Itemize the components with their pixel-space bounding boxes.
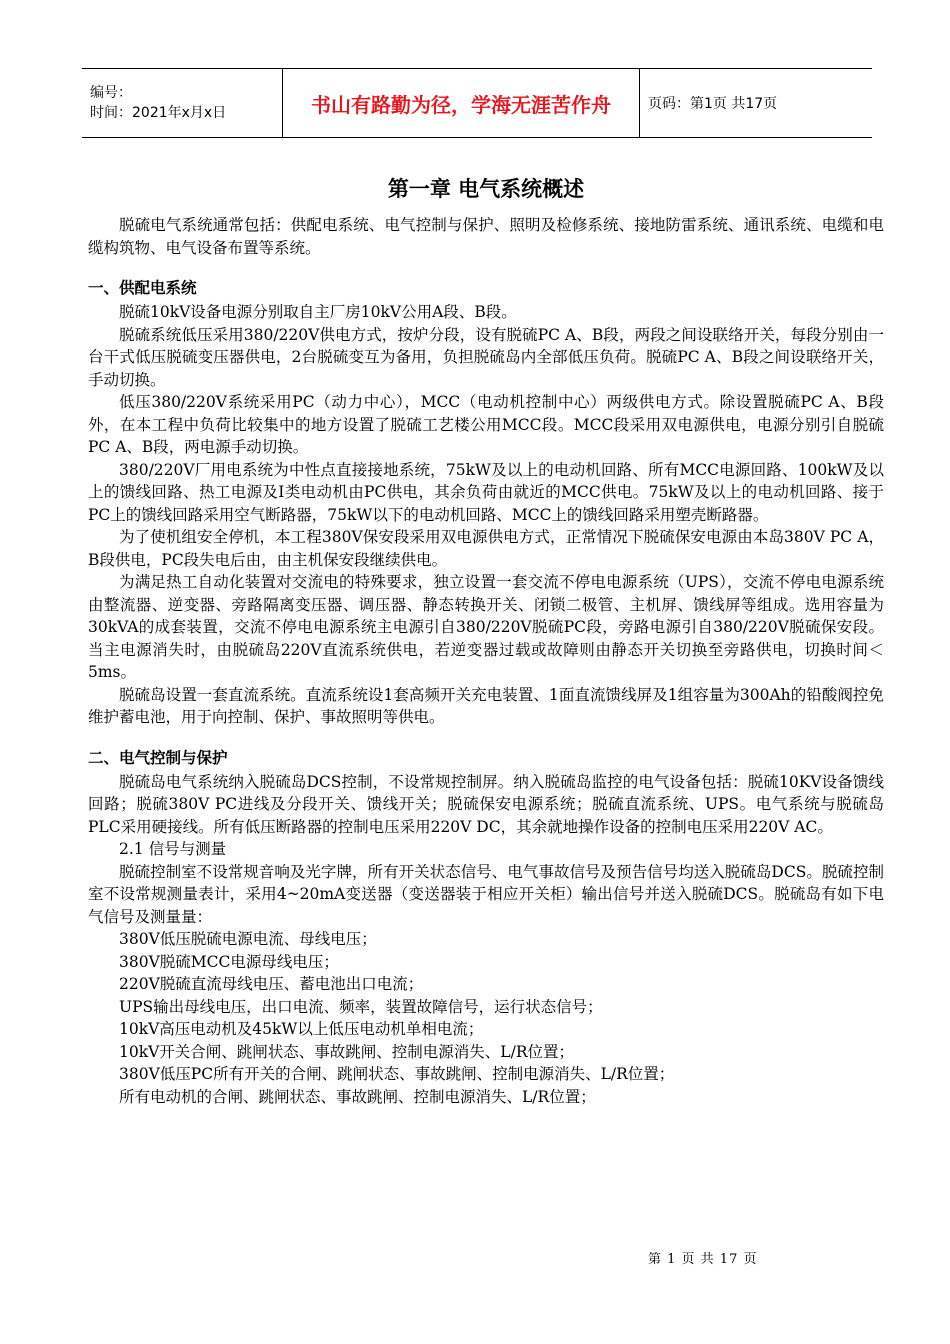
- document-number-label: 编号：: [90, 85, 132, 101]
- list-item: 380V脱硫MCC电源母线电压；: [119, 952, 339, 971]
- header-page-info: 页码：第1页 共17页: [648, 96, 778, 112]
- page-footer: 第 1 页 共 17 页: [648, 1252, 758, 1267]
- header-motto: 书山有路勤为径，学海无涯苦作舟: [282, 69, 640, 137]
- chapter-title: 第一章 电气系统概述: [387, 177, 585, 201]
- list-item: 所有电动机的合闸、跳闸状态、事故跳闸、控制电源消失、L/R位置；: [119, 1087, 596, 1106]
- document-time-label: 时间：2021年x月x日: [90, 105, 227, 121]
- section-heading-power-supply: 一、供配电系统: [88, 279, 197, 297]
- intro-paragraph: 脱硫电气系统通常包括：供配电系统、电气控制与保护、照明及检修系统、接地防雷系统、通讯系统、电缆和电缆构筑物、电气设备布置等系统。: [88, 216, 884, 257]
- header-meta: [82, 69, 282, 137]
- paragraph: 脱硫10kV设备电源分别取自主厂房10kV公用A段、B段。: [119, 303, 517, 321]
- paragraph: 脱硫岛设置一套直流系统。直流系统设1套高频开关充电装置、1面直流馈线屏及1组容量为300Ah的铅酸阀控免维护蓄电池，用于向控制、保护、事故照明等供电。: [88, 685, 884, 726]
- paragraph: 为了使机组安全停机，本工程380V保安段采用双电源供电方式，正常情况下脱硫保安电源由本岛380V PC A，B段供电，PC段失电后由，由主机保安段继续供电。: [88, 528, 884, 569]
- subsection-heading: 2.1 信号与测量: [119, 840, 227, 858]
- list-item: 380V低压PC所有开关的合闸、跳闸状态、事故跳闸、控制电源消失、L/R位置；: [119, 1065, 675, 1083]
- section-heading-control-protection: 二、电气控制与保护: [88, 748, 228, 767]
- paragraph: 380/220V厂用电系统为中性点直接接地系统，75kW及以上的电动机回路、所有MCC电源回路、100kW及以上的馈线回路、热工电源及I类电动机由PC供电，其余负荷由就近的MCC供电。75kW及以上的电动机回路、接于PC上的馈线回路采用空气断路器，75kW以下的电动机回路、MCC上的馈线回路采用塑壳断路器。: [88, 460, 884, 524]
- list-item: 220V脱硫直流母线电压、蓄电池出口电流；: [119, 975, 424, 993]
- paragraph: 脱硫岛电气系统纳入脱硫岛DCS控制，不设常规控制屏。纳入脱硫岛监控的电气设备包括：脱硫10KV设备馈线回路；脱硫380V PC进线及分段开关、馈线开关；脱硫保安电源系统；脱硫直流系统、UPS。电气系统与脱硫岛PLC采用硬接线。所有低压断路器的控制电压采用220V DC，其余就地操作设备的控制电压采用220V AC。: [88, 772, 884, 836]
- list-item: UPS输出母线电压，出口电流、频率，装置故障信号，运行状态信号；: [119, 997, 603, 1016]
- paragraph: 脱硫系统低压采用380/220V供电方式，按炉分段，设有脱硫PC A、B段，两段之间设联络开关，每段分别由一台干式低压脱硫变压器供电，2台脱硫变互为备用，负担脱硫岛内全部低压负荷。脱硫PC A、B段之间设联络开关，手动切换。: [88, 325, 884, 389]
- paragraph: 低压380/220V系统采用PC（动力中心），MCC（电动机控制中心）两级供电方式。除设置脱硫PC A、B段外，在本工程中负荷比较集中的地方设置了脱硫工艺楼公用MCC段。MCC段采用双电源供电，电源分别引自脱硫PC A、B段，两电源手动切换。: [88, 393, 884, 456]
- document-body: [88, 172, 884, 1108]
- paragraph: 为满足热工自动化装置对交流电的特殊要求，独立设置一套交流不停电电源系统（UPS），交流不停电电源系统由整流器、逆变器、旁路隔离变压器、调压器、静态转换开关、闭锁二极管、主机屏、馈线屏等组成。选用容量为30kVA的成套装置，交流不停电电源系统主电源引自380/220V脱硫PC段，旁路电源引自380/220V脱硫保安段。当主电源消失时，由脱硫岛220V直流系统供电，若逆变器过载或故障则由静态开关切换至旁路供电，切换时间＜5ms。: [88, 573, 884, 681]
- page-header: [82, 68, 872, 138]
- list-item: 380V低压脱硫电源电流、母线电压；: [119, 930, 377, 948]
- paragraph: 脱硫控制室不设常规音响及光字牌，所有开关状态信号、电气事故信号及预告信号均送入脱硫岛DCS。脱硫控制室不设常规测量表计，采用4~20mA变送器（变送器装于相应开关柜）输出信号并送入脱硫DCS。脱硫岛有如下电气信号及测量量：: [88, 862, 884, 926]
- list-item: 10kV高压电动机及45kW以上低压电动机单相电流；: [119, 1020, 484, 1038]
- list-item: 10kV开关合闸、跳闸状态、事故跳闸、控制电源消失、L/R位置；: [119, 1042, 574, 1061]
